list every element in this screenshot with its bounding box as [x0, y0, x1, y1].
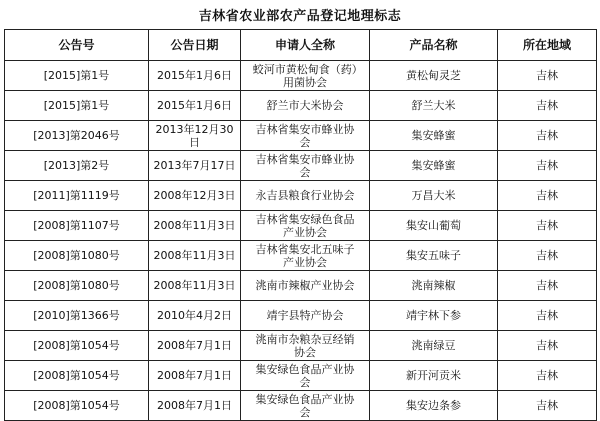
- cell-region: 吉林: [498, 391, 597, 421]
- cell-region: 吉林: [498, 211, 597, 241]
- cell-announcement-date: 2015年1月6日: [149, 91, 241, 121]
- cell-announcement-date: 2008年7月1日: [149, 391, 241, 421]
- cell-product: 新开河贡米: [370, 361, 498, 391]
- cell-announcement-date: 2010年4月2日: [149, 301, 241, 331]
- cell-applicant: 吉林省集安绿色食品产业协会: [241, 211, 370, 241]
- cell-announcement-date: 2008年11月3日: [149, 241, 241, 271]
- cell-region: 吉林: [498, 271, 597, 301]
- cell-region: 吉林: [498, 61, 597, 91]
- cell-region: 吉林: [498, 121, 597, 151]
- cell-announcement-date: 2008年7月1日: [149, 331, 241, 361]
- table-row: [5, 151, 597, 181]
- cell-applicant: 吉林省集安市蜂业协会: [241, 151, 370, 181]
- table-title: 吉林省农业部农产品登记地理标志: [198, 9, 402, 24]
- cell-region: 吉林: [498, 91, 597, 121]
- header-applicant: 申请人全称: [241, 30, 370, 61]
- table-row: [5, 91, 597, 121]
- cell-announcement-no: [2015]第1号: [5, 61, 149, 91]
- cell-product: 集安蜂蜜: [370, 151, 498, 181]
- cell-announcement-no: [2013]第2046号: [5, 121, 149, 151]
- cell-region: 吉林: [498, 241, 597, 271]
- cell-product: 集安五味子: [370, 241, 498, 271]
- cell-product: 洮南绿豆: [370, 331, 498, 361]
- cell-product: 集安山葡萄: [370, 211, 498, 241]
- cell-announcement-date: 2008年11月3日: [149, 271, 241, 301]
- cell-announcement-no: [2008]第1054号: [5, 391, 149, 421]
- header-announcement-no: 公告号: [5, 30, 149, 61]
- cell-announcement-no: [2015]第1号: [5, 91, 149, 121]
- cell-applicant: 靖宇县特产协会: [241, 301, 370, 331]
- cell-region: 吉林: [498, 181, 597, 211]
- cell-region: 吉林: [498, 361, 597, 391]
- cell-applicant: 舒兰市大米协会: [241, 91, 370, 121]
- cell-announcement-date: 2015年1月6日: [149, 61, 241, 91]
- cell-announcement-no: [2008]第1054号: [5, 361, 149, 391]
- table-row: [5, 331, 597, 361]
- cell-product: 黄松甸灵芝: [370, 61, 498, 91]
- cell-applicant: 集安绿色食品产业协会: [241, 361, 370, 391]
- cell-applicant: 吉林省集安北五味子产业协会: [241, 241, 370, 271]
- cell-applicant: 吉林省集安市蜂业协会: [241, 121, 370, 151]
- cell-applicant: 洮南市辣椒产业协会: [241, 271, 370, 301]
- table-row: [5, 241, 597, 271]
- table-header-row: [5, 30, 597, 61]
- cell-applicant: 集安绿色食品产业协会: [241, 391, 370, 421]
- table-row: [5, 61, 597, 91]
- cell-product: 靖宇林下参: [370, 301, 498, 331]
- cell-product: 集安边条参: [370, 391, 498, 421]
- cell-announcement-no: [2008]第1080号: [5, 271, 149, 301]
- cell-announcement-no: [2008]第1054号: [5, 331, 149, 361]
- cell-announcement-no: [2008]第1107号: [5, 211, 149, 241]
- cell-applicant: 洮南市杂粮杂豆经销协会: [241, 331, 370, 361]
- cell-product: 集安蜂蜜: [370, 121, 498, 151]
- table-row: [5, 181, 597, 211]
- cell-announcement-date: 2013年12月30日: [149, 121, 241, 151]
- cell-region: 吉林: [498, 301, 597, 331]
- cell-announcement-no: [2010]第1366号: [5, 301, 149, 331]
- table-row: [5, 211, 597, 241]
- cell-region: 吉林: [498, 151, 597, 181]
- cell-announcement-date: 2008年12月3日: [149, 181, 241, 211]
- cell-product: 万昌大米: [370, 181, 498, 211]
- cell-product: 洮南辣椒: [370, 271, 498, 301]
- cell-applicant: 永吉县粮食行业协会: [241, 181, 370, 211]
- cell-announcement-date: 2013年7月17日: [149, 151, 241, 181]
- cell-announcement-no: [2011]第1119号: [5, 181, 149, 211]
- header-announcement-date: 公告日期: [149, 30, 241, 61]
- cell-announcement-date: 2008年11月3日: [149, 211, 241, 241]
- cell-announcement-no: [2013]第2号: [5, 151, 149, 181]
- cell-region: 吉林: [498, 331, 597, 361]
- geographic-indication-table: [4, 29, 597, 421]
- table-row: [5, 121, 597, 151]
- table-row: [5, 271, 597, 301]
- table-row: [5, 301, 597, 331]
- cell-announcement-date: 2008年7月1日: [149, 361, 241, 391]
- table-row: [5, 361, 597, 391]
- header-product: 产品名称: [370, 30, 498, 61]
- cell-product: 舒兰大米: [370, 91, 498, 121]
- header-region: 所在地域: [498, 30, 597, 61]
- cell-announcement-no: [2008]第1080号: [5, 241, 149, 271]
- table-row: [5, 391, 597, 421]
- cell-applicant: 蛟河市黄松甸食（药）用菌协会: [241, 61, 370, 91]
